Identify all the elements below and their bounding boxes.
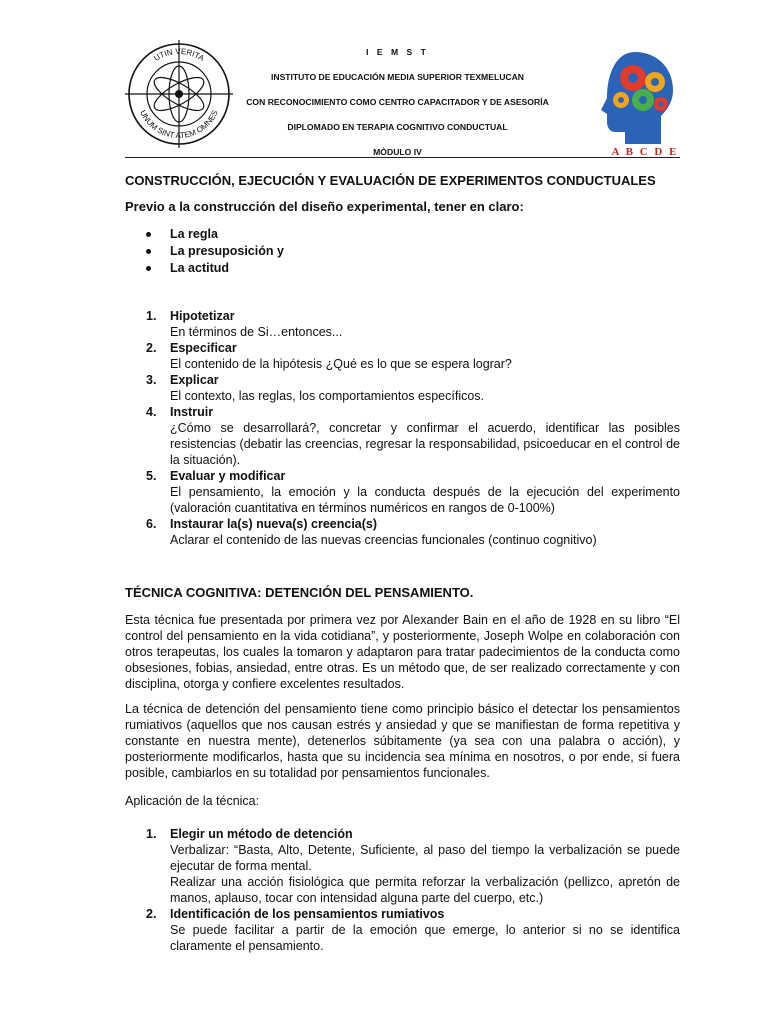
institution-lines xyxy=(225,46,570,171)
step-description: Verbalizar: “Basta, Alto, Detente, Suficiente, al paso del tiempo la verbalización se puede ejecutar de forma mental. xyxy=(170,843,680,873)
section-intro: Previo a la construcción del diseño experimental, tener en claro: xyxy=(125,199,524,214)
list-item xyxy=(125,372,680,404)
step-number: 5. xyxy=(146,469,157,483)
bullet-icon xyxy=(146,266,151,271)
step-description: En términos de Si…entonces... xyxy=(170,325,343,339)
step-number: 4. xyxy=(146,405,157,419)
step-number: 1. xyxy=(146,827,157,841)
step-description: El contenido de la hipótesis ¿Qué es lo que se espera lograr? xyxy=(170,357,512,371)
bullet-icon xyxy=(146,249,151,254)
step-title: Evaluar y modificar xyxy=(170,469,286,483)
step-description: Realizar una acción fisiológica que permita reforzar la verbalización (pellizco, apretón de manos, aplauso, tocar con intensidad alguna parte del cuerpo, etc.) xyxy=(170,875,680,905)
institution-recognition: CON RECONOCIMIENTO COMO CENTRO CAPACITADOR Y DE ASESORÍA xyxy=(246,97,549,107)
list-item: La regla xyxy=(125,226,284,243)
step-title: Instruir xyxy=(170,405,214,419)
technique-steps xyxy=(125,826,680,954)
institution-name: INSTITUTO DE EDUCACIÓN MEDIA SUPERIOR TEXMELUCAN xyxy=(270,72,525,82)
atom-seal-icon xyxy=(125,40,233,148)
step-title: Elegir un método de detención xyxy=(170,827,353,841)
bullet-icon xyxy=(146,232,151,237)
seal-text-top: UTIN VERITA xyxy=(152,46,206,63)
step-number: 2. xyxy=(146,341,157,355)
list-item xyxy=(125,468,680,516)
step-description: El contexto, las reglas, los comportamientos específicos. xyxy=(170,389,485,403)
step-description: Aclarar el contenido de las nuevas creencias funcionales (continuo cognitivo) xyxy=(170,533,597,547)
bullet-list xyxy=(125,226,284,277)
step-title: Instaurar la(s) nueva(s) creencia(s) xyxy=(170,517,378,531)
experiment-steps xyxy=(125,308,680,548)
section-title-experimentos: CONSTRUCCIÓN, EJECUCIÓN Y EVALUACIÓN DE EXPERIMENTOS CONDUCTUALES xyxy=(125,173,656,188)
list-item xyxy=(125,516,680,548)
step-title: Identificación de los pensamientos rumiativos xyxy=(170,907,445,921)
step-title: Explicar xyxy=(170,373,219,387)
list-item xyxy=(125,404,680,468)
course-name: DIPLOMADO EN TERAPIA COGNITIVO CONDUCTUAL xyxy=(287,122,508,132)
module-name: MÒDULO IV xyxy=(373,147,422,157)
step-number: 3. xyxy=(146,373,157,387)
paragraph-application: Aplicación de la técnica: xyxy=(125,794,260,808)
step-number: 6. xyxy=(146,517,157,531)
header-divider xyxy=(125,157,680,158)
step-title: Especificar xyxy=(170,341,237,355)
paragraph-principle: La técnica de detención del pensamiento tiene como principio básico el detectar los pensamientos rumiativos (aquellos que nos causan estrés y ansiedad y que se manifiestan de forma repetitiva y constante en nuestra mente), detenerlos súbitamente (ya sea con una palabra o acción), y posteriormente modificarlos, hasta que su incidencia sea mínima en nosotros, o por ende, si fuera posible, cambiarlos en su totalidad por pensamientos funcionales. xyxy=(125,702,680,780)
step-title: Hipotetizar xyxy=(170,309,235,323)
list-item xyxy=(125,906,680,954)
step-description: ¿Cómo se desarrollará?, concretar y confirmar el acuerdo, identificar las posibles resistencias (debatir las creencias, regresar la responsabilidad, psicoeducar en el control de la situación). xyxy=(170,421,680,467)
list-item: La actitud xyxy=(125,260,284,277)
seal-text-bottom: UNUM SINT ATEM OMNES xyxy=(138,108,220,141)
institution-acronym: I E M S T xyxy=(366,47,429,57)
step-number: 1. xyxy=(146,309,157,323)
list-item xyxy=(125,340,680,372)
logo-label: A B C D E xyxy=(611,146,679,158)
section-title-tecnica: TÉCNICA COGNITIVA: DETENCIÓN DEL PENSAMIENTO. xyxy=(125,585,474,600)
list-item xyxy=(125,308,680,340)
step-description: El pensamiento, la emoción y la conducta después de la ejecución del experimento (valoración cuantitativa en términos numéricos en rangos de 0-100%) xyxy=(170,485,680,515)
list-item: La presuposición y xyxy=(125,243,284,260)
document-header xyxy=(125,40,680,162)
brain-gears-head-icon xyxy=(595,48,677,148)
paragraph-history: Esta técnica fue presentada por primera vez por Alexander Bain en el año de 1928 en su libro “El control del pensamiento en la vida cotidiana”, y posteriormente, Joseph Wolpe en colaboración con otros terapeutas, los cuales la tomaron y adaptaron para tratar padecimientos de la conducta como obsesiones, fobias, ansiedad, entre otras. Es un método que, de ser realizado correctamente y con disciplina, otorga y confiere excelentes resultados. xyxy=(125,613,680,691)
list-item xyxy=(125,826,680,906)
step-number: 2. xyxy=(146,907,157,921)
step-description: Se puede facilitar a partir de la emoción que emerge, lo anterior si no se identifica claramente el pensamiento. xyxy=(170,923,680,953)
